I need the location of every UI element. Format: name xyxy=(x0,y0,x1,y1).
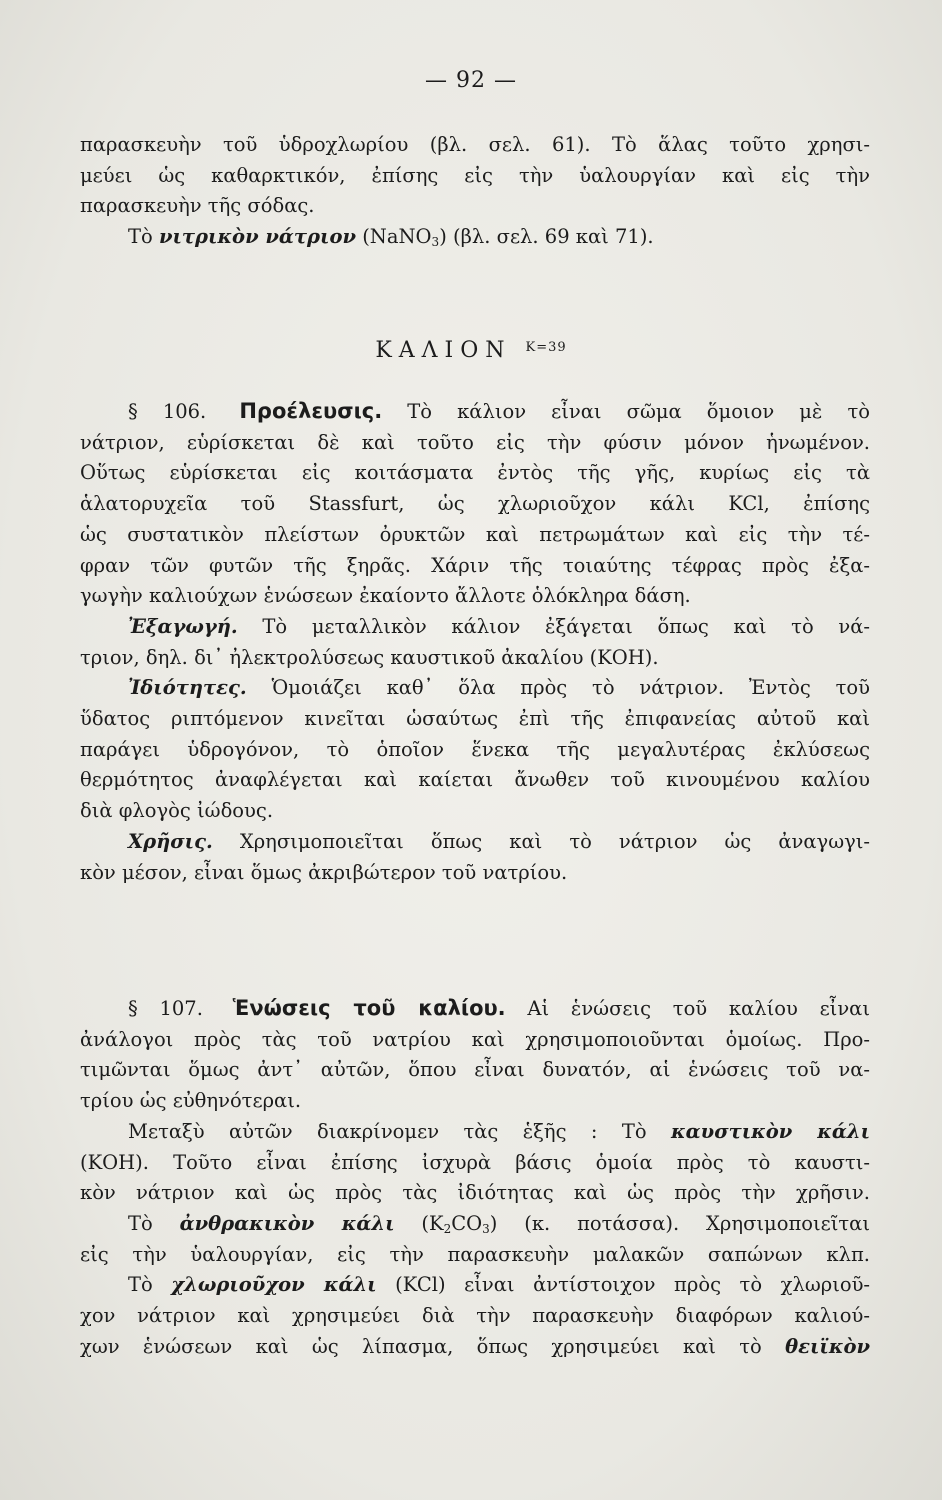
text-line: φραν τῶν φυτῶν τῆς ξηρᾶς. Χάριν τῆς τοιαύτης τέφρας πρὸς ἐξα- xyxy=(80,553,870,577)
extraction-line: Ἐξαγωγή. Τὸ μεταλλικὸν κάλιον ἐξάγεται ὅπως καὶ τὸ νά- xyxy=(128,614,870,638)
text-line: εἰς τὴν ὑαλουργίαν, εἰς τὴν παρασκευὴν μαλακῶν σαπώνων κλπ. xyxy=(80,1242,870,1266)
section-107-first-line: § 107. Ἑνώσεις τοῦ καλίου. Αἱ ἑνώσεις τοῦ καλίου εἶναι xyxy=(128,996,870,1020)
section-107-title: Ἑνώσεις τοῦ καλίου. xyxy=(232,996,506,1020)
text-line: μεύει ὡς καθαρκτικόν, ἐπίσης εἰς τὴν ὑαλουργίαν καὶ εἰς τὴν xyxy=(80,163,870,187)
section-107 xyxy=(80,993,870,1362)
text-line: ἁλατορυχεῖα τοῦ Stassfurt, ὡς χλωριοῦχον κάλι KCl, ἐπίσης xyxy=(80,492,870,516)
text-line: γωγὴν καλιούχων ἑνώσεων ἐκαίοντο ἄλλοτε ὁλόκληρα δάση. xyxy=(80,584,691,608)
text-line: θερμότητος ἀναφλέγεται καὶ καίεται ἄνωθεν τοῦ κινουμένου καλίου xyxy=(80,768,870,792)
text-line: κὸν μέσον, εἶναι ὅμως ἀκριβώτερον τοῦ νατρίου. xyxy=(80,860,568,884)
text-line: παράγει ὑδρογόνον, τὸ ὁποῖον ἕνεκα τῆς μεγαλυτέρας ἐκλύσεως xyxy=(80,737,870,761)
properties-line: Ἰδιότητες. Ὁμοιάζει καθ᾽ ὅλα πρὸς τὸ νάτριον. Ἐντὸς τοῦ xyxy=(128,676,870,700)
sulfate-term: θειϊκὸν xyxy=(785,1334,870,1358)
sulfate-line: χων ἑνώσεων καὶ ὡς λίπασμα, ὅπως χρησιμεύει καὶ τὸ θειϊκὸν xyxy=(80,1334,870,1358)
section-symbol: Κ=39 xyxy=(525,340,567,355)
section-sign: § 106. xyxy=(128,400,207,423)
section-heading xyxy=(0,338,942,363)
chloride-line: Τὸ χλωριοῦχον κάλι (KCl) εἶναι ἀντίστοιχον πρὸς τὸ χλωριοῦ- xyxy=(128,1273,870,1297)
carbonate-line: Τὸ ἀνθρακικὸν κάλι $(K_2CO_3)$ (κ. ποτάσσα). Χρησιμοποιεῖται xyxy=(128,1211,870,1236)
text-line: Οὕτως εὑρίσκεται εἰς κοιτάσματα ἐντὸς τῆς γῆς, κυρίως εἰς τὰ xyxy=(80,461,870,485)
text-line: διὰ φλογὸς ἰώδους. xyxy=(80,799,274,823)
page-number: — 92 — xyxy=(425,68,517,93)
chloride-term: χλωριοῦχον κάλι xyxy=(171,1273,377,1297)
text-line: (ΚΟΗ). Τοῦτο εἶναι ἐπίσης ἰσχυρὰ βάσις ὁμοία πρὸς τὸ καυστι- xyxy=(80,1150,870,1174)
carbonate-formula: $(K_2CO_3)$ (κ. ποτάσσα). Χρησιμοποιεῖται xyxy=(421,1211,870,1236)
text-line: ὡς συστατικὸν πλείστων ὀρυκτῶν καὶ πετρωμάτων καὶ εἰς τὴν τέ- xyxy=(80,522,870,546)
nitrate-prefix: Τὸ xyxy=(128,225,153,249)
text-line: τρίου ὡς εὐθηνότεραι. xyxy=(80,1089,302,1113)
text-line: παρασκευὴν τῆς σόδας. xyxy=(80,194,315,218)
use-term: Χρῆσις. xyxy=(128,829,213,853)
text-line: τιμῶνται ὅμως ἀντ᾽ αὐτῶν, ὅπου εἶναι δυνατόν, αἱ ἑνώσεις τοῦ να- xyxy=(80,1058,870,1082)
text-line: νάτριον, εὑρίσκεται δὲ καὶ τοῦτο εἰς τὴν φύσιν μόνον ἡνωμένον. xyxy=(80,430,870,454)
section-106-first-line: § 106. Προέλευσις. Τὸ κάλιον εἶναι σῶμα ὅμοιον μὲ τὸ xyxy=(128,399,870,423)
text-line: παρασκευὴν τοῦ ὑδροχλωρίου (βλ. σελ. 61). Τὸ ἅλας τοῦτο χρησι- xyxy=(80,133,870,156)
nitrate-line xyxy=(80,222,870,253)
properties-term: Ἰδιότητες. xyxy=(128,676,247,700)
text-line: χον νάτριον καὶ χρησιμεύει διὰ τὴν παρασκευὴν διαφόρων καλιού- xyxy=(80,1304,870,1328)
text-line: ὕδατος ριπτόμενον κινεῖται ὡσαύτως ἐπὶ τῆς ἐπιφανείας αὐτοῦ καὶ xyxy=(80,707,870,731)
extraction-term: Ἐξαγωγή. xyxy=(128,614,238,638)
section-106 xyxy=(80,396,870,888)
nitrate-formula: (NaNO$_3$) (βλ. σελ. 69 καὶ 71). xyxy=(362,225,654,250)
carbonate-term: ἀνθρακικὸν κάλι xyxy=(179,1211,395,1235)
section-title: ΚΑΛΙΟΝ xyxy=(375,338,512,363)
nitrate-term: νιτρικὸν νάτριον xyxy=(158,225,356,249)
distinguish-line: Μεταξὺ αὐτῶν διακρίνομεν τὰς ἑξῆς : Τὸ καυστικὸν κάλι xyxy=(128,1119,870,1143)
use-line: Χρῆσις. Χρησιμοποιεῖται ὅπως καὶ τὸ νάτριον ὡς ἀναγωγι- xyxy=(128,829,870,853)
section-106-title: Προέλευσις. xyxy=(239,399,383,423)
text-line: κὸν νάτριον καὶ ὡς πρὸς τὰς ἰδιότητας καὶ ὡς πρὸς τὴν χρῆσιν. xyxy=(80,1181,870,1205)
intro-paragraph xyxy=(80,130,870,253)
text-line: ἀνάλογοι πρὸς τὰς τοῦ νατρίου καὶ χρησιμοποιοῦνται ὁμοίως. Προ- xyxy=(80,1027,870,1051)
section-sign: § 107. xyxy=(128,997,203,1020)
text-line: τριον, δηλ. δι᾽ ἠλεκτρολύσεως καυστικοῦ ἀκαλίου (ΚΟΗ). xyxy=(80,645,659,669)
caustic-term: καυστικὸν κάλι xyxy=(671,1119,870,1143)
